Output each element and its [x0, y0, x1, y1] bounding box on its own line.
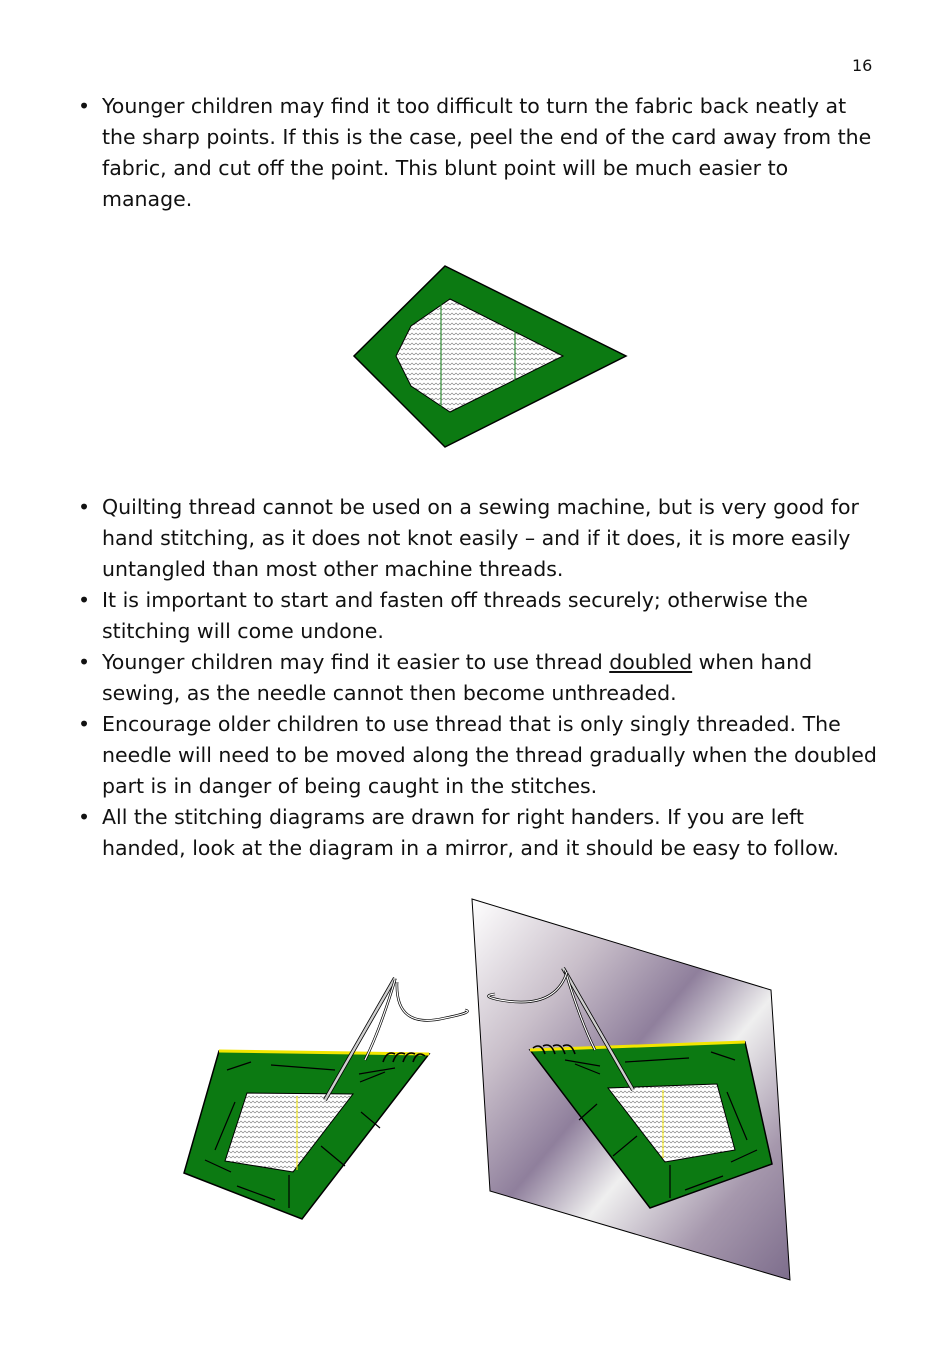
- bullet-item: • Encourage older children to use thread that is only singly threaded. The needle will need to be moved along the thread gradually when the doubled part is in danger of being caught in the stitches.: [78, 709, 878, 802]
- underlined-word: doubled: [609, 650, 693, 674]
- bullet-item: • Quilting thread cannot be used on a sewing machine, but is very good for hand stitching, as it does not knot easily – and if it does, it is more easily untangled than most other machine threads.: [78, 492, 878, 585]
- blunt-point-diamond-icon: [350, 262, 630, 452]
- bullet-list-main: [78, 492, 878, 864]
- bullet-item: • It is important to start and fasten off threads securely; otherwise the stitching will come undone.: [78, 585, 878, 647]
- stitching-diagram-with-mirror-icon: [175, 890, 795, 1290]
- bullet-item: • All the stitching diagrams are drawn for right handers. If you are left handed, look at the diagram in a mirror, and it should be easy to follow.: [78, 802, 878, 864]
- page-number: 16: [852, 56, 873, 75]
- bullet-list-top: [78, 91, 878, 215]
- bullet-item: • Younger children may find it easier to use thread doubled when hand sewing, as the needle cannot then become unthreaded.: [78, 647, 878, 709]
- bullet-item: • Younger children may find it too difficult to turn the fabric back neatly at the sharp points. If this is the case, peel the end of the card away from the fabric, and cut off the point. This blunt point will be much easier to manage.: [78, 91, 878, 215]
